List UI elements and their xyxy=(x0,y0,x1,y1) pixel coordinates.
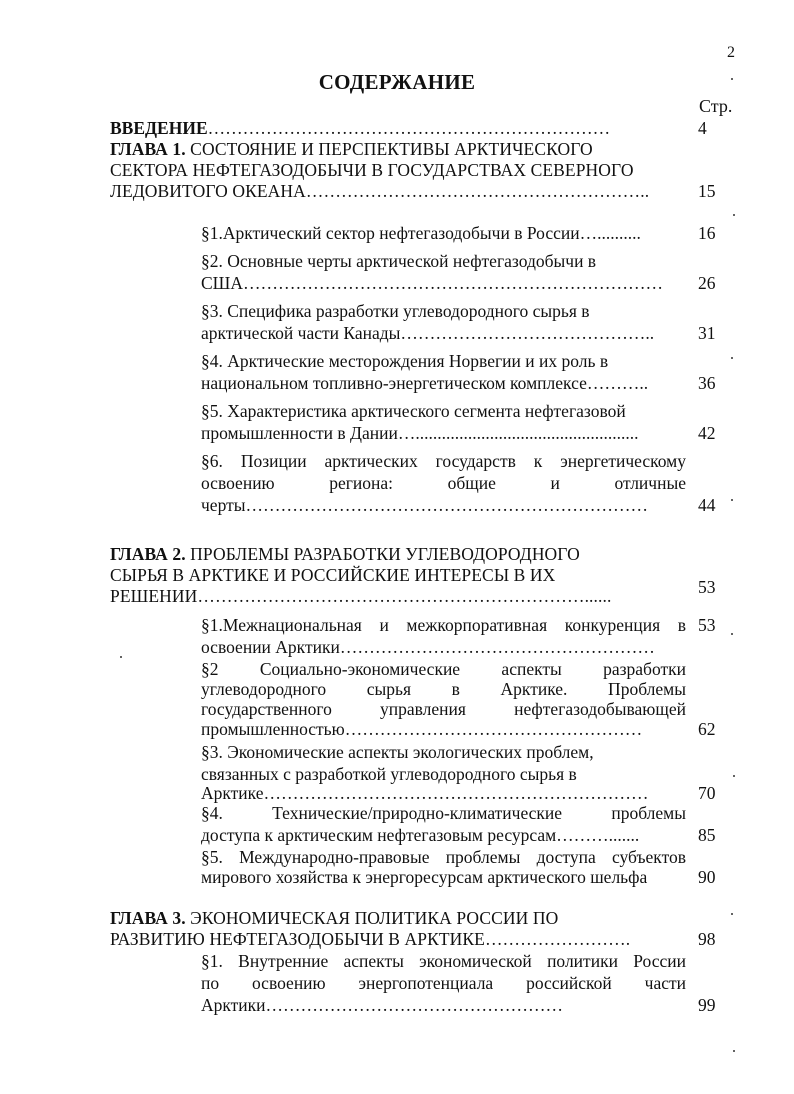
chapter-2-page: 53 xyxy=(698,577,716,597)
toc-chapter-1[interactable] xyxy=(110,138,593,160)
chapter-2-line-3: РЕШЕНИИ…………………………………………………………...... xyxy=(110,586,612,606)
toc-ch2-section-1[interactable]: §1.Межнациональная и межкорпоративная конкуренция в xyxy=(201,615,686,635)
scan-speck xyxy=(733,214,735,216)
ch1-section-2-line-2: США……………………………………………………………… xyxy=(201,273,663,293)
toc-ch2-section-3[interactable]: §3. Экономические аспекты экологических проблем, xyxy=(201,742,594,762)
toc-ch1-section-4[interactable]: §4. Арктические месторождения Норвегии и их роль в xyxy=(201,351,609,371)
chapter-3-line-2: РАЗВИТИЮ НЕФТЕГАЗОДОБЫЧИ В АРКТИКЕ……………………. xyxy=(110,929,631,949)
scan-speck xyxy=(731,913,733,915)
ch2-section-3-line-2: связанных с разработкой углеводородного сырья в xyxy=(201,764,577,784)
ch1-section-5-line-2: промышленности в Дании…................................................... xyxy=(201,423,639,443)
chapter-1-page: 15 xyxy=(698,181,716,201)
toc-ch1-section-6[interactable]: §6. Позиции арктических государств к энергетическому xyxy=(201,451,686,471)
toc-ch2-section-4[interactable]: §4. Технические/природно-климатические проблемы xyxy=(201,803,686,823)
scan-speck xyxy=(731,633,733,635)
chapter-3-line-1: ЭКОНОМИЧЕСКАЯ ПОЛИТИКА РОССИИ ПО xyxy=(190,908,559,928)
ch2-section-4-page: 85 xyxy=(698,825,716,845)
toc-ch1-section-3[interactable]: §3. Специфика разработки углеводородного сырья в xyxy=(201,301,590,321)
toc-intro[interactable] xyxy=(110,117,688,139)
chapter-1-line-3: ЛЕДОВИТОГО ОКЕАНА………………………………………………….. xyxy=(110,181,650,201)
ch2-section-2-line-4: промышленностью…………………………………………… xyxy=(201,719,643,739)
scan-speck xyxy=(120,656,122,658)
chapter-3-lead: ГЛАВА 3. xyxy=(110,908,186,928)
ch1-section-6-line-3: черты…………………………………………………………… xyxy=(201,495,648,515)
scan-speck xyxy=(731,357,733,359)
chapter-3-page: 98 xyxy=(698,929,716,949)
chapter-2-lead: ГЛАВА 2. xyxy=(110,544,186,564)
scan-speck xyxy=(731,78,733,80)
ch2-section-1-line-2: освоении Арктики……………………………………………… xyxy=(201,637,655,657)
toc-ch3-section-1[interactable]: §1. Внутренние аспекты экономической политики России xyxy=(201,951,686,971)
page-title: СОДЕРЖАНИЕ xyxy=(318,70,476,94)
ch2-section-2-page: 62 xyxy=(698,719,716,739)
ch1-section-2-page: 26 xyxy=(698,273,716,293)
ch2-section-3-page: 70 xyxy=(698,783,716,803)
ch2-section-4-line-2: доступа к арктическим нефтегазовым ресурсам………....... xyxy=(201,825,640,845)
ch3-section-1-page: 99 xyxy=(698,995,716,1015)
chapter-1-line-2: СЕКТОРА НЕФТЕГАЗОДОБЫЧИ В ГОСУДАРСТВАХ СЕВЕРНОГО xyxy=(110,160,634,180)
toc-intro-label: ВВЕДЕНИЕ xyxy=(110,118,208,138)
ch1-section-3-line-2: арктической части Канады…………………………………….. xyxy=(201,323,655,343)
page-column-header: Стр. xyxy=(699,96,733,116)
chapter-1-lead: ГЛАВА 1. xyxy=(110,139,186,159)
ch1-section-6-line-2: освоению региона: общие и отличные xyxy=(201,473,686,493)
toc-chapter-2[interactable] xyxy=(110,543,580,565)
ch2-section-2-line-3: государственного управления нефтегазодобывающей xyxy=(201,699,686,719)
toc-ch2-section-2[interactable]: §2 Социально-экономические аспекты разработки xyxy=(201,659,686,679)
toc-intro-dots: …………………………………………………………… xyxy=(207,118,611,138)
toc-intro-page: 4 xyxy=(698,118,707,138)
ch1-section-4-page: 36 xyxy=(698,373,716,393)
ch1-section-3-page: 31 xyxy=(698,323,716,343)
ch3-section-1-line-2: по освоению энергопотенциала российской части xyxy=(201,973,686,993)
ch1-section-5-page: 42 xyxy=(698,423,716,443)
scan-speck xyxy=(733,1050,735,1052)
scan-speck xyxy=(733,775,735,777)
scan-speck xyxy=(731,499,733,501)
ch1-section-1-page: 16 xyxy=(698,223,716,243)
toc-ch1-section-2[interactable]: §2. Основные черты арктической нефтегазодобычи в xyxy=(201,251,597,271)
toc-chapter-3[interactable] xyxy=(110,907,558,929)
ch3-section-1-line-3: Арктики…………………………………………… xyxy=(201,995,564,1015)
ch1-section-6-page: 44 xyxy=(698,495,716,515)
toc-ch1-section-5[interactable]: §5. Характеристика арктического сегмента нефтегазовой xyxy=(201,401,626,421)
toc-ch1-section-1[interactable]: §1.Арктический сектор нефтегазодобычи в России….......... xyxy=(201,223,641,243)
chapter-1-line-1: СОСТОЯНИЕ И ПЕРСПЕКТИВЫ АРКТИЧЕСКОГО xyxy=(190,139,593,159)
chapter-2-line-1: ПРОБЛЕМЫ РАЗРАБОТКИ УГЛЕВОДОРОДНОГО xyxy=(190,544,580,564)
ch2-section-5-page: 90 xyxy=(698,867,716,887)
ch2-section-5-line-2: мирового хозяйства к энергоресурсам арктического шельфа xyxy=(201,867,648,887)
page-number: 2 xyxy=(727,44,735,61)
ch1-section-4-line-2: национальном топливно-энергетическом комплексе……….. xyxy=(201,373,649,393)
ch2-section-1-page: 53 xyxy=(698,615,716,635)
ch2-section-3-line-3: Арктике………………………………………………………… xyxy=(201,783,649,803)
ch2-section-2-line-2: углеводородного сырья в Арктике. Проблемы xyxy=(201,679,686,699)
toc-ch2-section-5[interactable]: §5. Международно-правовые проблемы доступа субъектов xyxy=(201,847,686,867)
chapter-2-line-2: СЫРЬЯ В АРКТИКЕ И РОССИЙСКИЕ ИНТЕРЕСЫ В ИХ xyxy=(110,565,556,585)
